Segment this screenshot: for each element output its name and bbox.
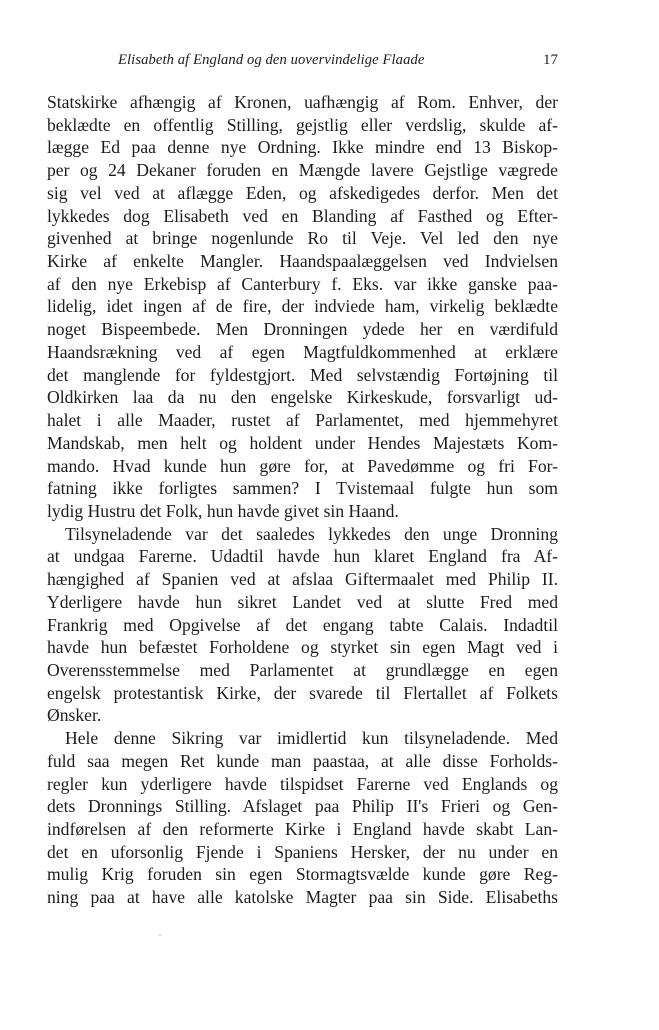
text-line: Ønsker. [47, 705, 102, 726]
text-line: Overensstemmelse med Parlamentet at grundlægge en egen [47, 659, 558, 680]
text-line: Kirke af enkelte Mangler. Haandspaalæggelsen ved Indvielsen [47, 251, 558, 272]
text-line: ning paa at have alle katolske Magter paa sin Side. Elisabeths [47, 887, 558, 908]
text-line: Tilsyneladende var det saaledes lykkedes den unge Dronning [65, 523, 558, 544]
text-line: lydig Hustru det Folk, hun havde givet sin Haand. [47, 500, 399, 521]
text-line: lægge Ed paa denne nye Ordning. Ikke mindre end 13 Biskop- [47, 137, 558, 158]
text-line: halet i alle Maader, rustet af Parlamentet, med hjemmehyret [47, 410, 558, 431]
text-line: lidelig, idet ingen af de fire, der indviede ham, virkelig beklædte [47, 296, 558, 317]
page-number: 17 [543, 52, 558, 68]
text-line: engelsk protestantisk Kirke, der svarede til Flertallet af Folkets [47, 682, 558, 703]
text-line: indførelsen af den reformerte Kirke i England havde skabt Lan- [47, 819, 558, 839]
text-line: Yderligere havde hun sikret Landet ved at slutte Fred med [47, 591, 558, 612]
text-line: dets Dronnings Stilling. Afslaget paa Philip II's Frieri og Gen- [47, 796, 558, 817]
text-line: af den nye Erkebisp af Canterbury f. Eks. var ikke ganske paa- [47, 273, 558, 294]
text-line: Hele denne Sikring var imidlertid kun tilsyneladende. Med [65, 728, 558, 749]
text-line: det en uforsonlig Fjende i Spaniens Hersker, der nu under en [47, 841, 558, 862]
text-line: givenhed at bringe nogenlunde Ro til Veje. Vel led den nye [47, 228, 558, 249]
text-line: Mandskab, men helt og holdent under Hendes Majestæts Kom- [47, 432, 558, 453]
paper-speck [159, 934, 161, 936]
text-line: noget Bispeembede. Men Dronningen ydede her en værdifuld [47, 319, 558, 340]
text-line: havde hun befæstet Forholdene og styrket sin egen Magt ved i [47, 637, 558, 658]
text-line: sig vel ved at aflægge Eden, og afskedigedes derfor. Men det [47, 182, 558, 203]
text-line: det manglende for fyldestgjort. Med selvstændig Fortøjning til [47, 364, 558, 385]
text-line: at undgaa Farerne. Udadtil havde hun klaret England fra Af- [47, 546, 558, 567]
text-line: per og 24 Dekaner foruden en Mængde lavere Gejstlige vægrede [47, 160, 558, 181]
body-text [47, 91, 558, 909]
text-line: Haandsrækning ved af egen Magtfuldkommenhed at erklære [47, 341, 558, 362]
text-line: mulig Krig foruden sin egen Stormagtsvælde kunde gøre Reg- [47, 864, 558, 885]
text-line: mando. Hvad kunde hun gøre for, at Pavedømme og fri For- [47, 455, 558, 476]
running-title: Elisabeth af England og den uovervindelige Flaade [118, 52, 425, 68]
text-line: Statskirke afhængig af Kronen, uafhængig af Rom. Enhver, der [47, 92, 558, 112]
text-line: beklædte en offentlig Stilling, gejstlig eller verdslig, skulde af- [47, 114, 558, 135]
text-line: Frankrig med Opgivelse af det engang tabte Calais. Indadtil [47, 614, 558, 635]
text-line: Oldkirken laa da nu den engelske Kirkeskude, forsvarligt ud- [47, 387, 558, 408]
text-line: hængighed af Spanien ved at afslaa Giftermaalet med Philip II. [47, 569, 558, 590]
text-line: regler kun yderligere havde tilspidset Farerne ved Englands og [47, 773, 558, 794]
text-line: fatning ikke forligtes sammen? I Tvistemaal fulgte hun som [47, 478, 558, 499]
text-line: fuld saa megen Ret kunde man paastaa, at alle disse Forholds- [47, 750, 558, 771]
text-line: lykkedes dog Elisabeth ved en Blanding af Fasthed og Efter- [47, 205, 558, 226]
running-header [118, 52, 558, 76]
